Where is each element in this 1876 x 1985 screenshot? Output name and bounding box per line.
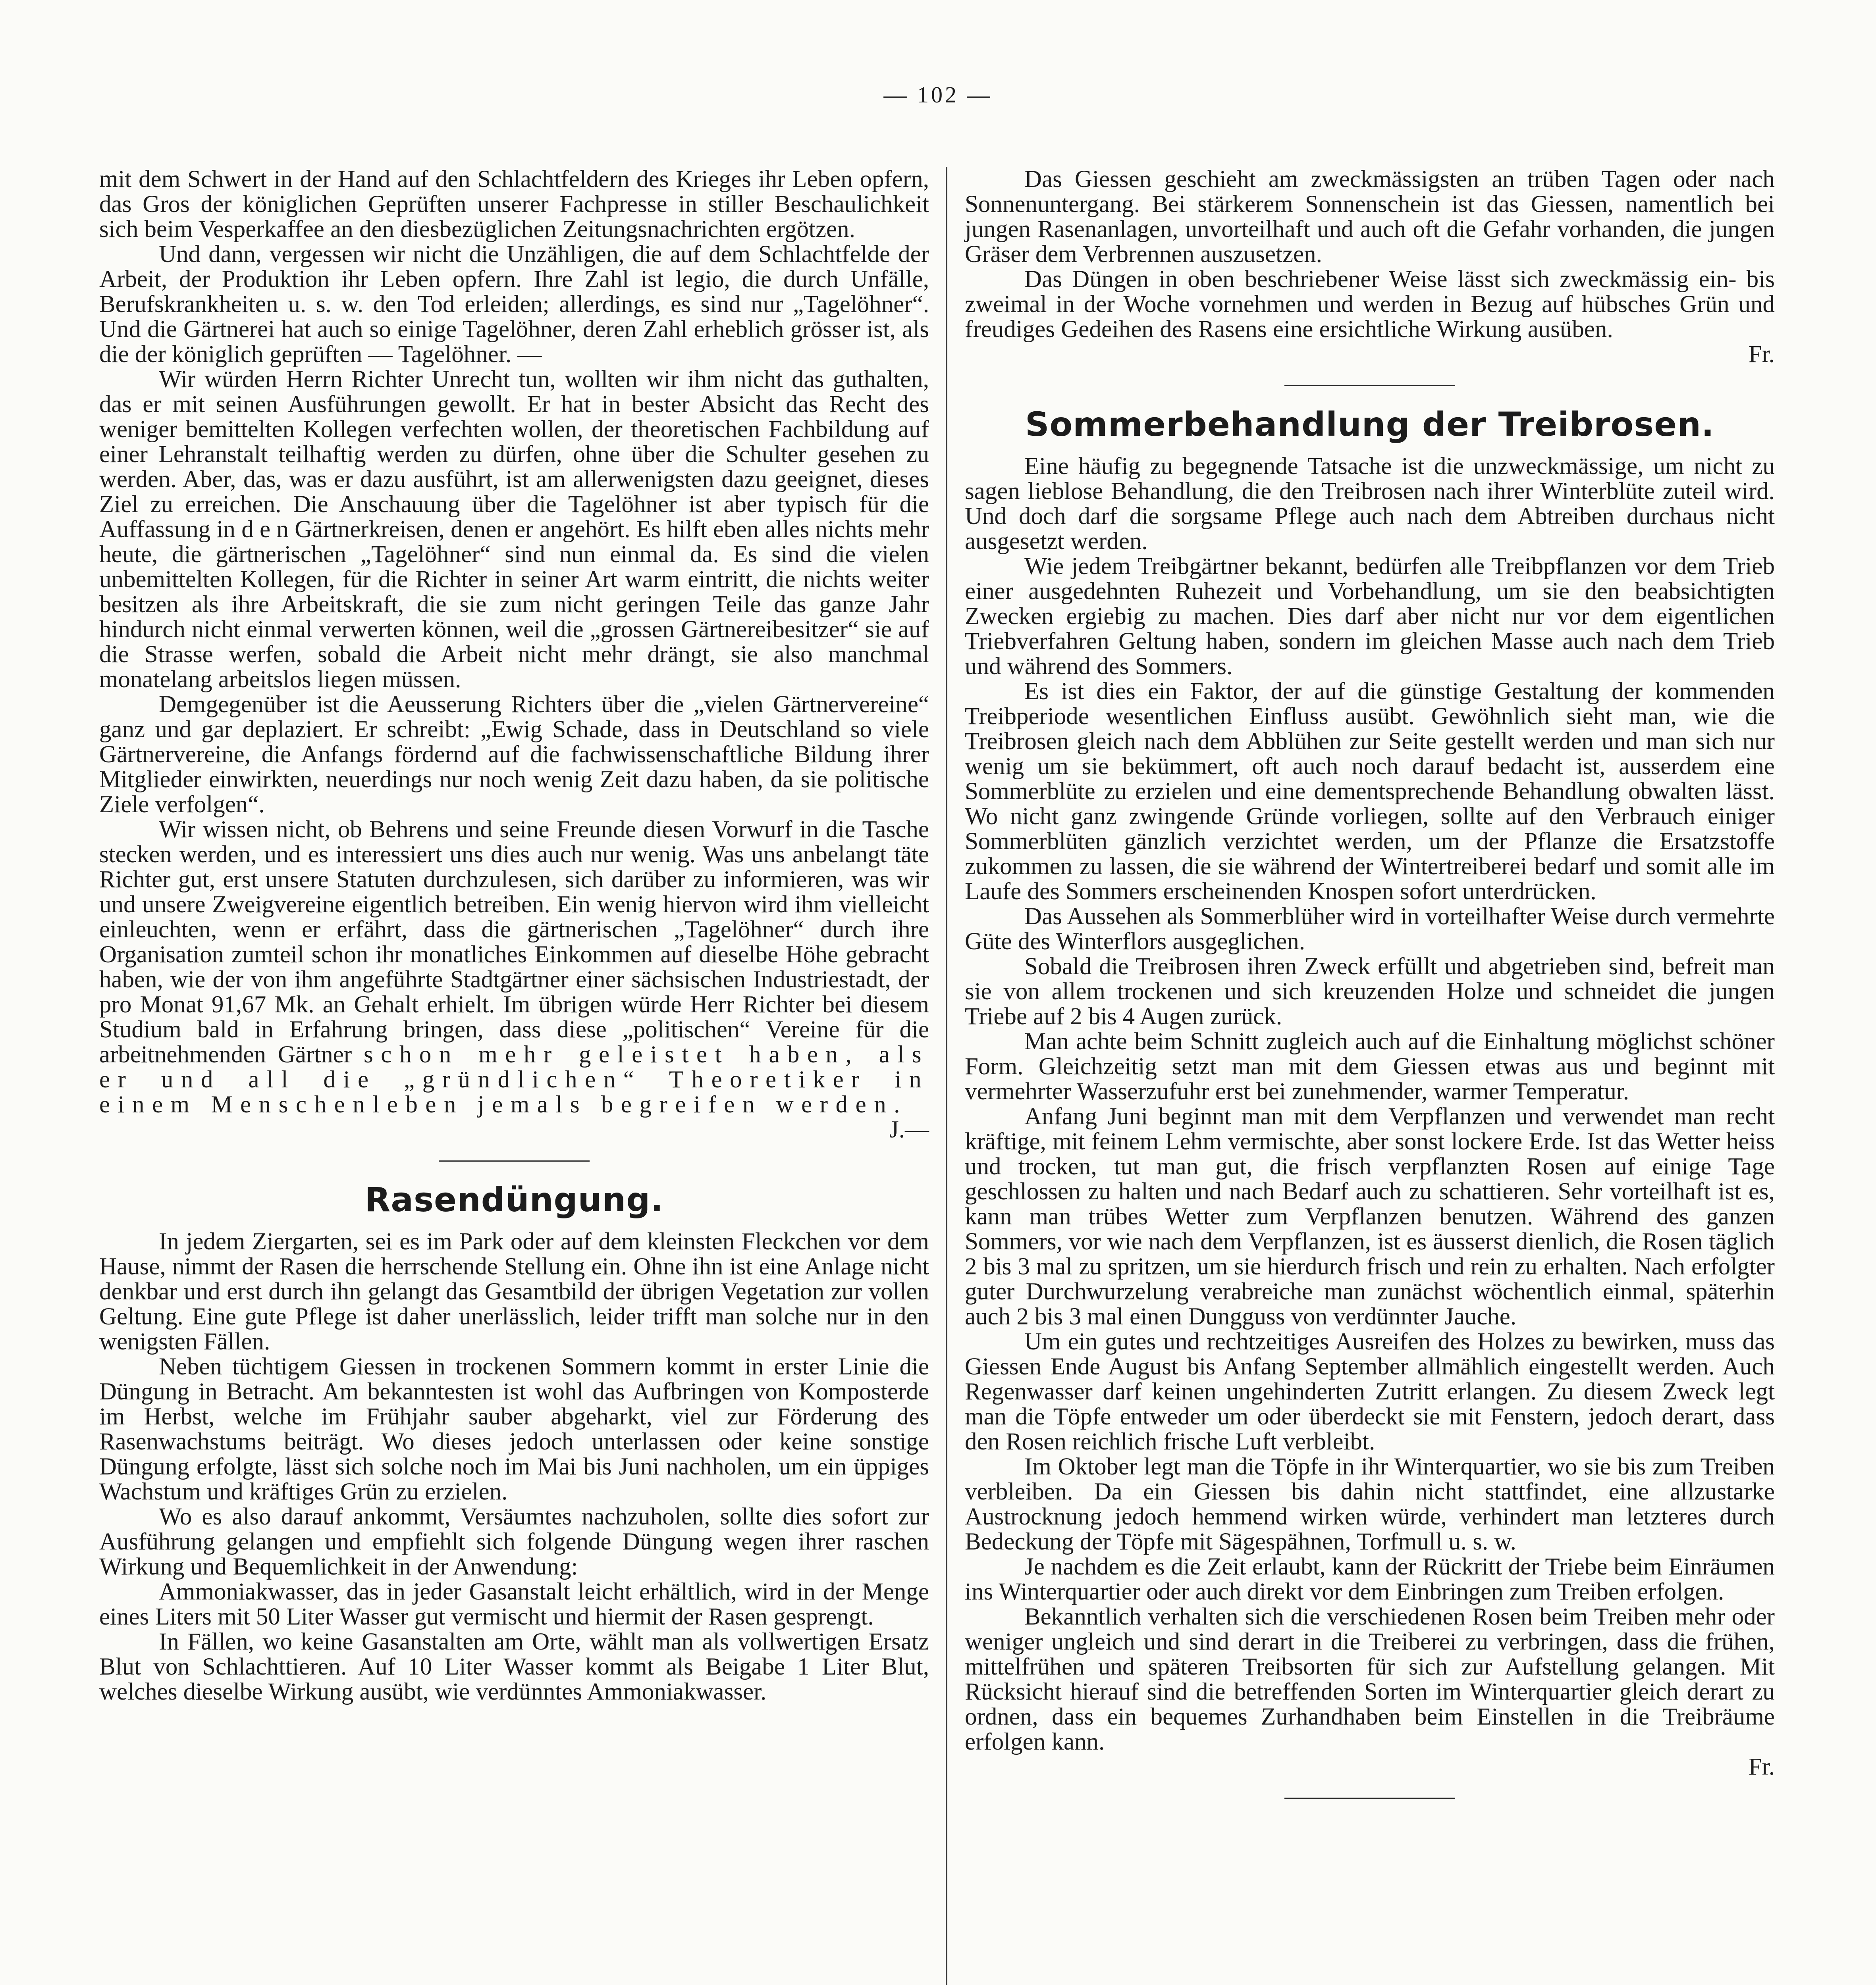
section-separator <box>1284 385 1455 386</box>
paragraph: Je nachdem es die Zeit erlaubt, kann der Rückritt der Triebe beim Einräumen ins Winterquartier oder auch direkt vor dem Einbringen zum Treiben erfolgen. <box>965 1553 1775 1605</box>
paragraph: Um ein gutes und rechtzeitiges Ausreifen des Holzes zu bewirken, muss das Giessen Ende August bis Anfang September allmählich eingestellt werden. Auch Regenwasser darf keinen ungehinderten Zutritt erlangen. Zu diesem Zweck legt man die Töpfe entweder um oder überdeckt sie mit Fenstern, jedoch derart, dass den Rosen reichlich frische Luft verbleibt. <box>965 1328 1775 1455</box>
paragraph: mit dem Schwert in der Hand auf den Schlachtfeldern des Krieges ihr Leben opfern, das Gros der königlichen Geprüften unserer Fachpresse in stiller Beschaulichkeit sich beim Vesperkaffee an den diesbezüglichen Zeitungsnachrichten ergötzen. <box>99 166 929 243</box>
author-signature: J.— <box>889 1116 929 1143</box>
section-heading-rasenduengung: Rasendüngung. <box>364 1180 664 1219</box>
paragraph-text: Wir wissen nicht, ob Behrens und seine Freunde diesen Vorwurf in die Tasche stecken werden, und es interessiert uns dies auch nur wenig. Was uns anbelangt täte Richter gut, erst unsere Statuten durchzulesen, sich darüber zu informieren, was wir und unsere Zweigvereine eigentlich betreiben. Ein wenig hiervon wird ihm vielleicht einleuchten, wenn er erfährt, dass die gärtnerischen „Tagelöhner“ durch ihre Organisation zumteil schon ihr monatliches Einkommen auf dieselbe Höhe gebracht haben, wie der von ihm angeführte Stadtgärtner einer sächsischen Industriestadt, der pro Monat 91,67 Mk. an Gehalt erhielt. Im übrigen würde Herr Richter bei diesem Studium bald in Erfahrung bringen, dass diese „politischen“ Vereine für die arbeitnehmenden Gärtner <box>99 816 929 1068</box>
paragraph: Wir würden Herrn Richter Unrecht tun, wollten wir ihm nicht das guthalten, das er mit seinen Ausführungen gewollt. Er hat in bester Absicht das Recht des weniger bemittelten Kollegen verfechten wollen, der theoretischen Fachbildung auf einer Lehranstalt teilhaftig werden zu dürfen, ohne über die Schulter gesehen zu werden. Aber, das, was er dazu ausführt, ist am allerwenigsten dazu geeignet, dieses Ziel zu erreichen. Die Anschauung über die Tagelöhner ist aber typisch für die Auffassung in d e n Gärtnerkreisen, denen er angehört. Es hilft eben alles nichts mehr heute, die gärtnerischen „Tagelöhner“ sind nun einmal da. Es sind die vielen unbemittelten Kollegen, für die Richter in seiner Art warm eintritt, die nichts weiter besitzen als ihre Arbeitskraft, die sie zum nicht geringen Teile das ganze Jahr hindurch nicht einmal verwerten können, weil die „grossen Gärtnereibesitzer“ sie auf die Strasse werfen, sobald die Arbeit nicht mehr drängt, sie also manchmal monatelang arbeitslos liegen müssen. <box>99 366 929 693</box>
paragraph: In jedem Ziergarten, sei es im Park oder auf dem kleinsten Fleckchen vor dem Hause, nimmt der Rasen die herrschende Stellung ein. Ohne ihn ist eine Anlage nicht denkbar und erst durch ihn gelangt das Gesamtbild der übrigen Vegetation zur vollen Geltung. Eine gute Pflege ist daher unerlässlich, leider trifft man solche nur in den wenigsten Fällen. <box>99 1228 929 1355</box>
paragraph: Und dann, vergessen wir nicht die Unzähligen, die auf dem Schlachtfelde der Arbeit, der Produktion ihr Leben opfern. Ihre Zahl ist legio, die durch Unfälle, Berufskrankheiten u. s. w. den Tod erleiden; allerdings, es sind nur „Tagelöhner“. Und die Gärtnerei hat auch so einige Tagelöhner, deren Zahl erheblich grösser ist, als die der königlich geprüften — Tagelöhner. — <box>99 241 929 368</box>
paragraph: Wo es also darauf ankommt, Versäumtes nachzuholen, sollte dies sofort zur Ausführung gelangen und empfiehlt sich folgende Düngung wegen ihrer raschen Wirkung und Bequemlichkeit in der Anwendung: <box>99 1503 929 1580</box>
paragraph: Das Giessen geschieht am zweckmässigsten an trüben Tagen oder nach Sonnenuntergang. Bei stärkerem Sonnenschein ist das Giessen, namentlich bei jungen Rasenanlagen, unvorteilhaft und auch oft die Gefahr vorhanden, die jungen Gräser dem Verbrennen auszusetzen. <box>965 166 1775 268</box>
paragraph: Bekanntlich verhalten sich die verschiedenen Rosen beim Treiben mehr oder weniger ungleich und sind derart in die Treiberei zu verbringen, dass die frühen, mittelfrühen und späteren Treibsorten für sich zur Aufstellung gelangen. Mit Rücksicht hierauf sind die betreffenden Sorten im Winterquartier gleich derart zu ordnen, dass ein bequemes Zurhandhaben beim Einstellen in die Treibräume erfolgen kann. <box>965 1603 1775 1755</box>
paragraph: Anfang Juni beginnt man mit dem Verpflanzen und verwendet man recht kräftige, mit feinem Lehm vermischte, aber sonst lockere Erde. Ist das Wetter heiss und trocken, tut man gut, die frisch verpflanzten Rosen auf einige Tage geschlossen zu halten und nach Bedarf auch zu schattieren. Sehr vorteilhaft ist es, kann man trübes Wetter zum Verpflanzen benutzen. Während des ganzen Sommers, vor wie nach dem Verpflanzen, ist es äusserst dienlich, die Rosen täglich 2 bis 3 mal zu spritzen, um sie hierdurch frisch und rein zu erhalten. Nach erfolgter guter Durchwurzelung verabreiche man zunächst wöchentlich einmal, späterhin auch 2 bis 3 mal einen Dungguss von verdünnter Jauche. <box>965 1103 1775 1330</box>
section-heading-treibrosen: Sommerbehandlung der Treibrosen. <box>1025 405 1714 444</box>
section-separator <box>439 1160 590 1162</box>
paragraph: Demgegenüber ist die Aeusserung Richters über die „vielen Gärtnervereine“ ganz und gar deplaziert. Er schreibt: „Ewig Schade, dass in Deutschland so viele Gärtnervereine, die Anfangs fördernd auf die fachwissenschaftliche Bildung ihrer Mitglieder einwirkten, neuerdings nur noch wenig Zeit dazu haben, da sie politische Ziele verfolgen“. <box>99 691 929 818</box>
paragraph: In Fällen, wo keine Gasanstalten am Orte, wählt man als vollwertigen Ersatz Blut von Schlachttieren. Auf 10 Liter Wasser kommt als Beigabe 1 Liter Blut, welches dieselbe Wirkung ausübt, wie verdünntes Ammoniakwasser. <box>99 1628 929 1705</box>
paragraph: Das Düngen in oben beschriebener Weise lässt sich zweckmässig ein- bis zweimal in der Woche vornehmen und werden in Bezug auf hübsches Grün und freudiges Gedeihen des Rasens eine ersichtliche Wirkung ausüben. <box>965 266 1775 343</box>
spaced-emphasis-text: schon mehr geleistet haben, als er und all die „gründlichen“ Theoretiker in einem Menschenleben jemals begreifen werden. <box>99 1041 929 1118</box>
paragraph: Ammoniakwasser, das in jeder Gasanstalt leicht erhältlich, wird in der Menge eines Liters mit 50 Liter Wasser gut vermischt und hiermit der Rasen gesprengt. <box>99 1578 929 1630</box>
paragraph: Eine häufig zu begegnende Tatsache ist die unzweckmässige, um nicht zu sagen lieblose Behandlung, die den Treibrosen nach ihrer Winterblüte zuteil wird. Und doch darf die sorgsame Pflege auch nach dem Abtreiben durchaus nicht ausgesetzt werden. <box>965 453 1775 555</box>
page-number: — 102 — <box>883 82 993 108</box>
paragraph: Wie jedem Treibgärtner bekannt, bedürfen alle Treibpflanzen vor dem Trieb einer ausgedehnten Ruhezeit und Vorbehandlung, um sie den beabsichtigten Zwecken ergiebig zu machen. Dies darf aber nicht nur vor dem eigentlichen Triebverfahren Geltung haben, sondern im gleichen Masse auch nach dem Trieb und während des Sommers. <box>965 553 1775 680</box>
section-separator <box>1284 1798 1455 1799</box>
column-divider <box>946 167 947 1985</box>
author-signature: Fr. <box>1748 1754 1775 1780</box>
right-column <box>965 167 1775 1817</box>
paragraph: Man achte beim Schnitt zugleich auch auf die Einhaltung möglichst schöner Form. Gleichzeitig setzt man mit dem Giessen etwas aus und beginnt mit vermehrter Wasserzufuhr erst bei zunehmender, warmer Temperatur. <box>965 1028 1775 1105</box>
paragraph <box>99 817 929 1117</box>
paragraph: Es ist dies ein Faktor, der auf die günstige Gestaltung der kommenden Treibperiode wesentlichen Einfluss ausübt. Gewöhnlich sieht man, wie die Treibrosen gleich nach dem Abblühen zur Seite gestellt werden und man sich nur wenig um sie bekümmert, oft auch noch darauf bedacht ist, ausserdem eine Sommerblüte zu erzielen und eine dementsprechende Behandlung obwalten lässt. Wo nicht ganz zwingende Gründe vorliegen, sollte auf den Verbrauch einiger Sommerblüten gänzlich verzichtet werden, um der Pflanze die Ersatzstoffe zukommen zu lassen, die sie während der Wintertreiberei bedarf und somit alle im Laufe des Sommers erscheinenden Knospen sofort unterdrücken. <box>965 678 1775 905</box>
paragraph: Im Oktober legt man die Töpfe in ihr Winterquartier, wo sie bis zum Treiben verbleiben. Da ein Giessen bis dahin nicht stattfindet, eine allzustarke Austrocknung jedoch hemmend wirken würde, verhindert man letzteres durch Bedeckung der Töpfe mit Sägespähnen, Torfmull u. s. w. <box>965 1453 1775 1555</box>
author-signature: Fr. <box>1748 341 1775 368</box>
paragraph: Neben tüchtigem Giessen in trockenen Sommern kommt in erster Linie die Düngung in Betracht. Am bekanntesten ist wohl das Aufbringen von Komposterde im Herbst, welche im Frühjahr sauber abgeharkt, viel zur Förderung des Rasenwachstums beiträgt. Wo dieses jedoch unterlassen oder keine sonstige Düngung erfolgte, lässt sich solche noch im Mai bis Juni nachholen, um ein üppiges Wachstum und kräftiges Grün zu erzielen. <box>99 1353 929 1505</box>
left-column <box>99 167 929 1704</box>
paragraph: Sobald die Treibrosen ihren Zweck erfüllt und abgetrieben sind, befreit man sie von allem trockenen und sich kreuzenden Holze und schneidet die jungen Triebe auf 2 bis 4 Augen zurück. <box>965 953 1775 1030</box>
paragraph: Das Aussehen als Sommerblüher wird in vorteilhafter Weise durch vermehrte Güte des Winterflors ausgeglichen. <box>965 903 1775 955</box>
